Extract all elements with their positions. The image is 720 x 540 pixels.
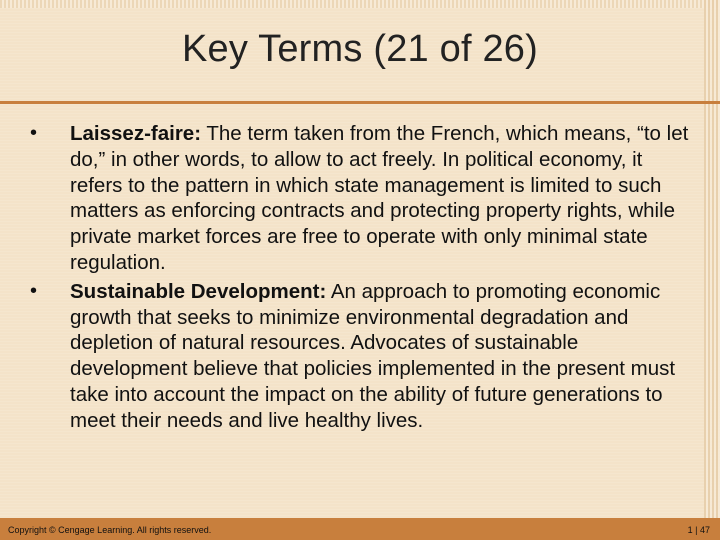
term-label: Laissez-faire: bbox=[70, 122, 202, 145]
slide-content bbox=[30, 121, 690, 437]
bullet-icon: • bbox=[30, 122, 38, 144]
term-label: Sustainable Development: bbox=[70, 279, 327, 303]
term-definition: An approach to promoting economic growth that seeks to minimize environmental degradation and depletion of natural resources. Advocates of sustainable development believe that policies implemented in the present must take into account the impact on the ability of future generations to meet their needs and live healthy lives. bbox=[70, 279, 676, 432]
copyright-notice: Copyright © Cengage Learning. All rights reserved. bbox=[8, 525, 212, 535]
bullet-item-sustainable-development bbox=[30, 279, 690, 434]
bullet-icon: • bbox=[30, 279, 38, 302]
slide-title: Key Terms (21 of 26) bbox=[181, 28, 538, 70]
top-decorative-band bbox=[0, 0, 720, 8]
bullet-item-laissez-faire bbox=[30, 121, 690, 276]
bullet-text bbox=[70, 121, 690, 276]
title-divider bbox=[0, 101, 720, 104]
right-decorative-pattern bbox=[704, 0, 720, 520]
bullet-text bbox=[70, 279, 690, 434]
term-definition: The term taken from the French, which means, “to let do,” in other words, to allow to act freely. In political economy, it refers to the pattern in which state management is limited to such matters as enforcing contracts and protecting property rights, while private market forces are free to operate with only minimal state regulation. bbox=[70, 122, 689, 274]
page-number: 1 | 47 bbox=[687, 525, 710, 535]
